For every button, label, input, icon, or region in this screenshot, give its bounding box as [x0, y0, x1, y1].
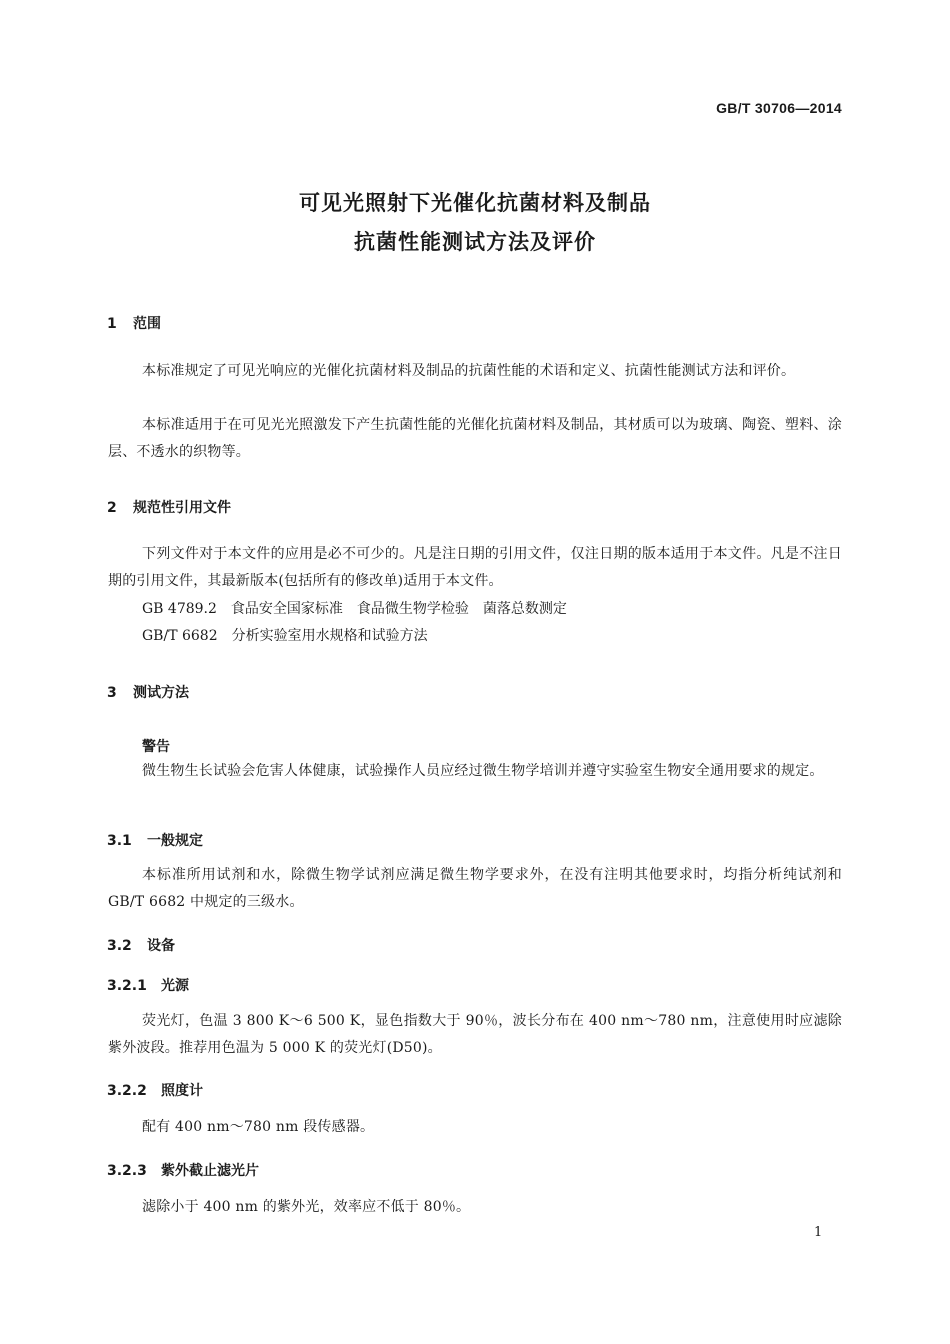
section-3-1-heading	[107, 830, 203, 850]
section-2-paragraph: 下列文件对于本文件的应用是必不可少的。凡是注日期的引用文件，仅注日期的版本适用于本文件。凡是不注日期的引用文件，其最新版本(包括所有的修改单)适用于本文件。	[108, 546, 842, 589]
section-title: 照度计	[161, 1083, 203, 1099]
section-3-heading	[107, 682, 189, 702]
warning-label: 警告	[142, 739, 170, 755]
standard-number: GB/T 30706—2014	[716, 100, 842, 116]
section-3-2-heading	[107, 935, 175, 955]
section-3-2-3-text: 滤除小于 400 nm 的紫外光，效率应不低于 80％。	[142, 1199, 471, 1215]
section-title: 测试方法	[133, 685, 189, 701]
section-3-2-1-text: 荧光灯，色温 3 800 K～6 500 K，显色指数大于 90％，波长分布在 400 nm～780 nm，注意使用时应滤除紫外波段。推荐用色温为 5 000 K 的荧光灯(D50)。	[108, 1013, 842, 1056]
section-title: 一般规定	[147, 833, 203, 849]
section-1-heading	[107, 313, 161, 333]
section-3-2-2-heading	[107, 1080, 203, 1100]
section-1-paragraph-1: 本标准规定了可见光响应的光催化抗菌材料及制品的抗菌性能的术语和定义、抗菌性能测试方法和评价。	[142, 363, 796, 379]
section-number: 1	[107, 316, 117, 332]
section-number: 3.1	[107, 833, 132, 849]
section-3-2-1-heading	[107, 975, 189, 995]
section-number: 3	[107, 685, 117, 701]
section-3-1-text: 本标准所用试剂和水，除微生物学试剂应满足微生物学要求外，在没有注明其他要求时，均指分析纯试剂和 GB/T 6682 中规定的三级水。	[108, 867, 842, 910]
section-number: 3.2	[107, 938, 132, 954]
section-title: 规范性引用文件	[133, 500, 231, 516]
section-number: 3.2.2	[107, 1083, 147, 1099]
document-title-line-1: 可见光照射下光催化抗菌材料及制品	[299, 191, 651, 215]
page-number: 1	[814, 1225, 823, 1240]
section-title: 光源	[161, 978, 189, 994]
section-title: 紫外截止滤光片	[161, 1163, 259, 1179]
section-2-heading	[107, 497, 231, 517]
section-1-paragraph-2: 本标准适用于在可见光光照激发下产生抗菌性能的光催化抗菌材料及制品，其材质可以为玻璃、陶瓷、塑料、涂层、不透水的织物等。	[108, 417, 842, 460]
section-3-2-3-heading	[107, 1160, 259, 1180]
section-3-2-2-text: 配有 400 nm～780 nm 段传感器。	[142, 1119, 375, 1135]
section-number: 3.2.3	[107, 1163, 147, 1179]
reference-gb-4789-2: GB 4789.2 食品安全国家标准 食品微生物学检验 菌落总数测定	[142, 601, 567, 617]
section-title: 设备	[147, 938, 175, 954]
document-title-line-2: 抗菌性能测试方法及评价	[354, 230, 596, 254]
section-number: 2	[107, 500, 117, 516]
warning-text: 微生物生长试验会危害人体健康，试验操作人员应经过微生物学培训并遵守实验室生物安全通用要求的规定。	[142, 763, 824, 779]
reference-gb-t-6682: GB/T 6682 分析实验室用水规格和试验方法	[142, 628, 428, 644]
section-title: 范围	[133, 316, 161, 332]
section-number: 3.2.1	[107, 978, 147, 994]
